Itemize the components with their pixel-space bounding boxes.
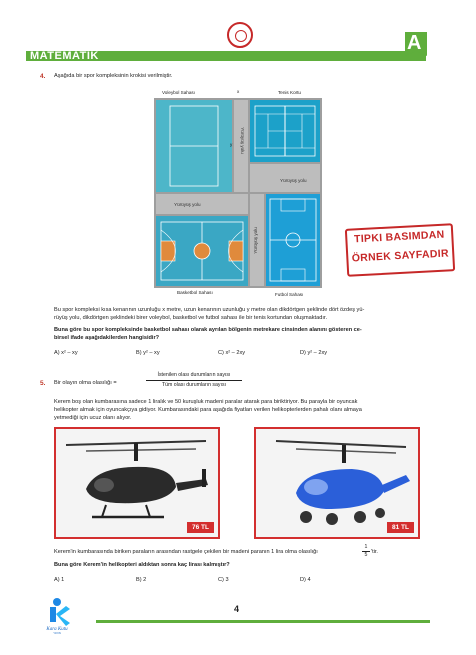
question-4-option-b[interactable]: B) y² – xy <box>136 350 160 356</box>
walkway-horizontal-left <box>156 194 248 214</box>
helicopter-black-drawing <box>56 429 218 537</box>
question-5-number: 5. <box>40 380 46 387</box>
football-field-lines <box>266 194 320 286</box>
walkway-label-horizontal-right: Yürüyüş yolu <box>280 178 307 183</box>
question-5-option-a[interactable]: A) 1 <box>54 577 65 583</box>
question-4-body-2: rüyüş yolu, dikdörtgen şeklindeki birer voleybol, basketbol ve futbol sahası ile bir tenis kortundan oluşmaktadır. <box>54 315 327 321</box>
sports-complex-plan <box>154 98 322 288</box>
football-field <box>266 194 320 286</box>
question-4-option-a[interactable]: A) x² – xy <box>54 350 78 356</box>
walkway-label-vertical-bottom: Yürüyüş yolu <box>252 227 258 254</box>
helicopter-blue-photo <box>254 427 420 539</box>
question-4-body-1: Bu spor kompleksi kısa kenarının uzunluğu x metre, uzun kenarının uzunluğu y metre olan dikdörtgen şeklinde dört özdeş yü- <box>54 307 365 313</box>
question-5-body-1: Kerem boş olan kumbarasına sadece 1 liralık ve 50 kuruşluk madeni paralar atarak para biriktiriyor. Bu parayla bir oyuncak <box>54 399 358 405</box>
footer-bar <box>96 620 430 623</box>
page-number: 4 <box>234 604 240 614</box>
probability-denominator: Tüm olası durumların sayısı <box>161 382 226 388</box>
question-4-question-1: Buna göre bu spor kompleksinde basketbol sahası olarak ayrılan bölgenin metrekare cinsinden alanını gösteren ce- <box>54 327 362 333</box>
stamp-line-2: ÖRNEK SAYFADIR <box>351 247 450 265</box>
probability-fraction-line <box>146 380 242 381</box>
x-dimension-label: x <box>237 89 240 94</box>
volleyball-label: Voleybol Sahası <box>162 90 195 95</box>
question-4-option-c[interactable]: C) x² – 2xy <box>218 350 246 356</box>
walkway-label-horizontal-left: Yürüyüş yolu <box>174 202 201 207</box>
question-4-question-2: birsel ifade aşağıdakilerden hangisidir? <box>54 335 160 341</box>
y-dimension-label: y <box>230 142 233 147</box>
publisher-logo-subtext: YAYIN <box>53 632 61 634</box>
probability-lead: Bir olayın olma olasılığı = <box>54 380 117 386</box>
question-4-number: 4. <box>40 73 46 80</box>
booklet-letter: A <box>407 32 422 54</box>
question-5-body-2: helikopter almak için oyuncakçıya gidiyor. Kumbarasındaki para aşağıda fiyatları verilen helikopterlerden pahalı olanı almaya <box>54 407 362 413</box>
coin-probability-numerator: 1 <box>364 544 368 550</box>
price-tag-right: 81 TL <box>387 522 414 533</box>
football-label: Futbol Sahası <box>275 292 304 297</box>
ministry-seal-logo <box>227 22 253 48</box>
probability-sentence-after: 'tir. <box>371 549 378 555</box>
helicopter-blue-drawing <box>256 429 418 537</box>
helicopter-black-photo <box>54 427 220 539</box>
question-5-option-b[interactable]: B) 2 <box>136 577 147 583</box>
tennis-label: Tenis Kortu <box>278 90 301 95</box>
publisher-logo-mark <box>40 596 74 634</box>
basketball-court <box>156 216 248 286</box>
probability-numerator: İstenilen olası durumların sayısı <box>157 372 231 378</box>
stamp-line-1: TIPKI BASIMDAN <box>353 228 445 246</box>
volleyball-court-lines <box>156 100 232 192</box>
question-5-question: Buna göre Kerem'in helikopteri aldıktan sonra kaç lirası kalmıştır? <box>54 562 230 568</box>
booklet-badge <box>405 32 427 56</box>
question-4-option-d[interactable]: D) y² – 2xy <box>300 350 328 356</box>
publisher-logo <box>40 596 74 634</box>
subject-title: MATEMATİK <box>30 50 99 62</box>
coin-probability-denominator: 5 <box>364 552 368 558</box>
probability-sentence-before: Kerem'in kumbarasında biriken paraların arasından rastgele çekilen bir madeni paranın 1 lira olma olasılığı <box>54 549 318 555</box>
question-5-body-3: yetmediği için ucuz olanı alıyor. <box>54 415 132 421</box>
tennis-court <box>250 100 320 162</box>
basketball-court-lines <box>156 216 248 286</box>
price-tag-left: 76 TL <box>187 522 214 533</box>
sample-page-stamp <box>345 223 455 277</box>
tennis-court-lines <box>250 100 320 162</box>
question-5-option-c[interactable]: C) 3 <box>218 577 229 583</box>
question-4-intro: Aşağıda bir spor kompleksinin krokisi verilmiştir. <box>54 73 173 79</box>
question-5-option-d[interactable]: D) 4 <box>300 577 311 583</box>
publisher-logo-text: Kara Kutu <box>46 627 68 632</box>
volleyball-court <box>156 100 232 192</box>
basketball-label: Basketbol Sahası <box>177 290 213 295</box>
walkway-label-vertical-top: Yürüyüş yolu <box>239 127 245 154</box>
